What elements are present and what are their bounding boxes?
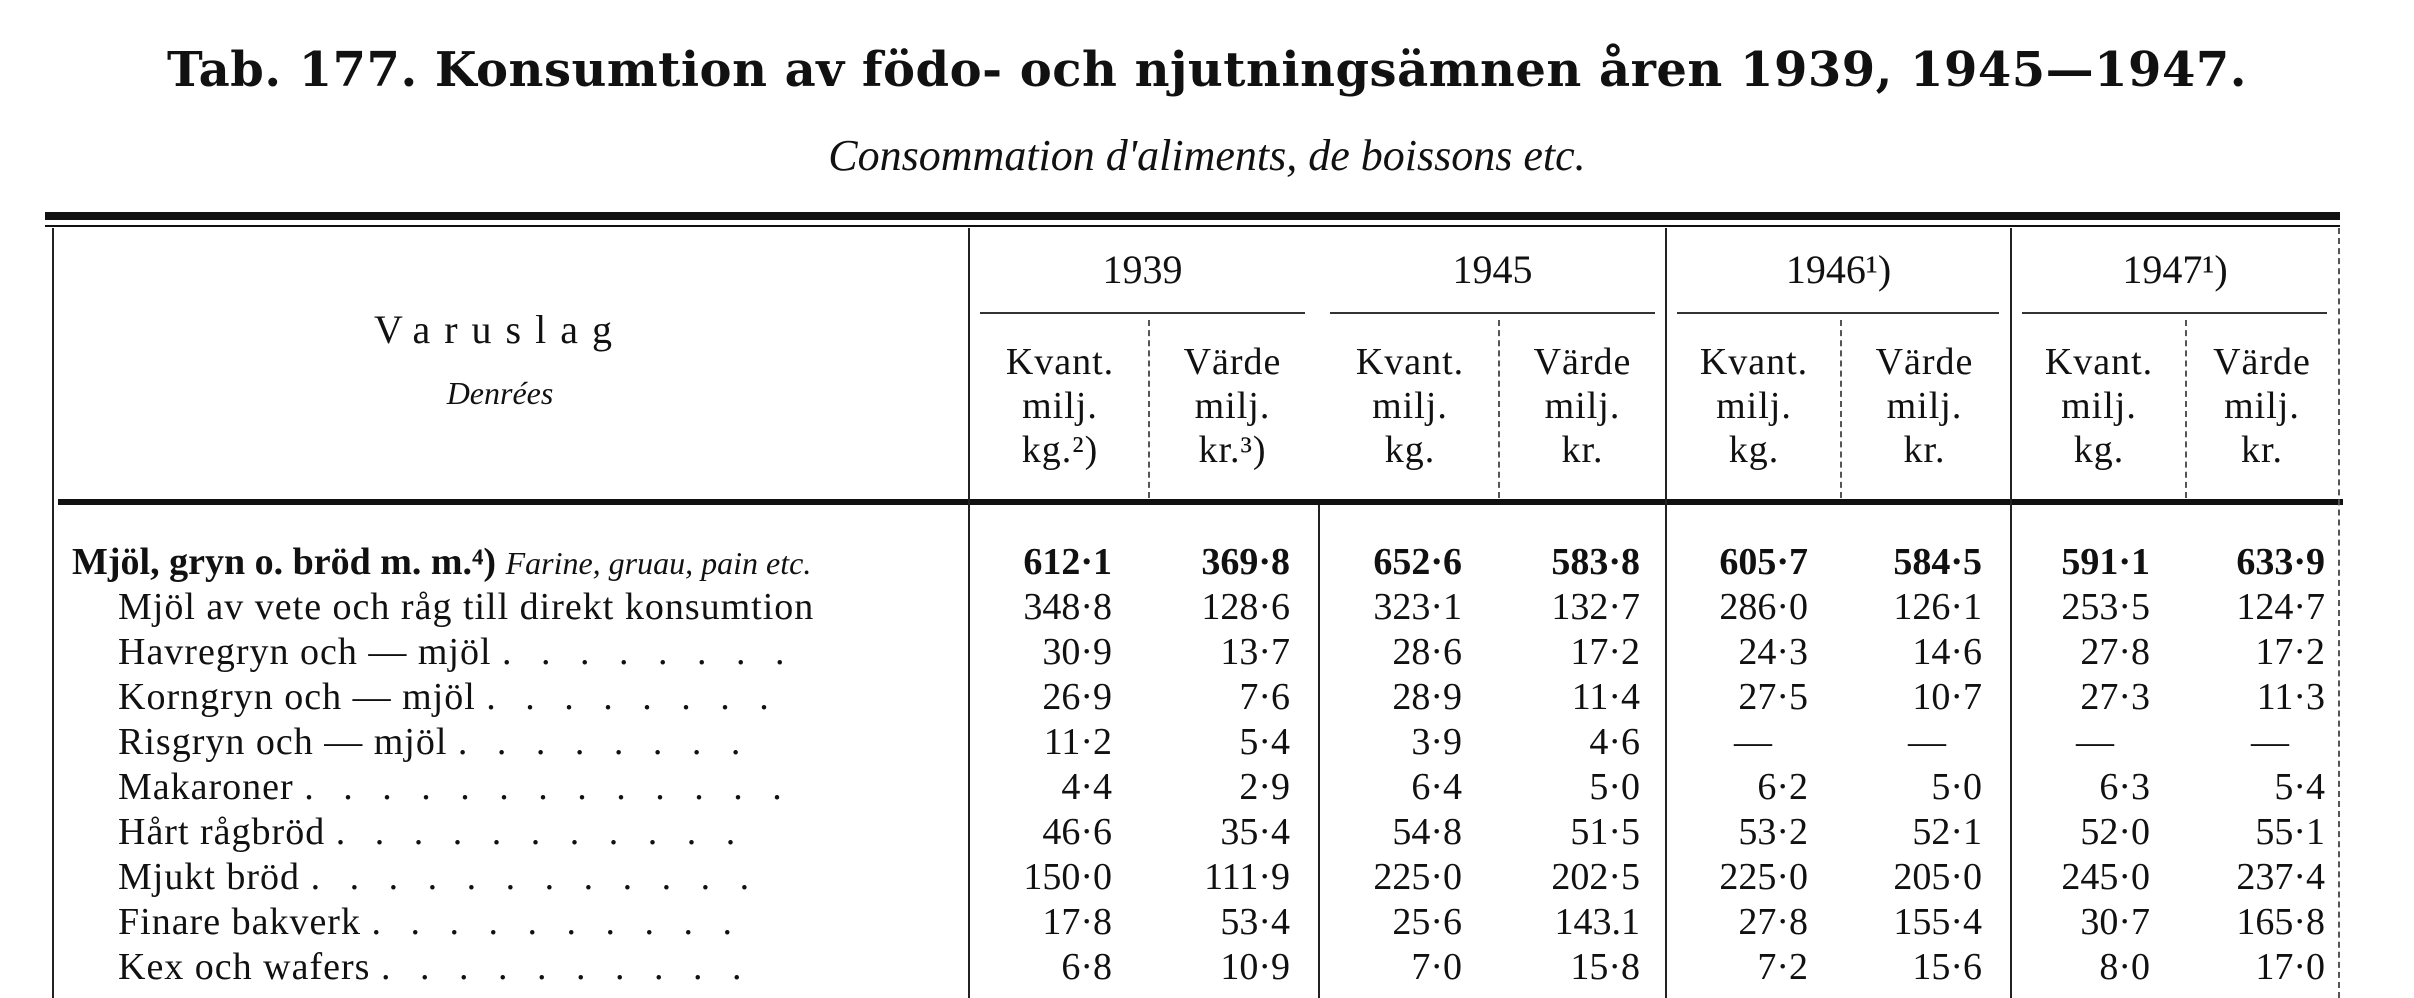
table-cell: 27·3	[2080, 676, 2150, 718]
header-rule	[58, 499, 2343, 505]
table-cell: 35·4	[1220, 811, 1290, 853]
leader-dots: . . . . . . . . . . . . .	[304, 766, 792, 808]
year-header-1947: 1947¹)	[2122, 247, 2228, 292]
table-cell: 126·1	[1893, 586, 1982, 628]
table-cell: 5·4	[1239, 721, 1290, 763]
table-cell: 155·4	[1893, 901, 1982, 943]
row-label	[118, 945, 751, 989]
table-cell: 583·8	[1551, 541, 1640, 583]
table-cell: 52·1	[1912, 811, 1982, 853]
table-cell: 25·6	[1392, 901, 1462, 943]
table-cell: 4·4	[1061, 766, 1112, 808]
table-cell: 5·0	[1589, 766, 1640, 808]
table-cell: 150·0	[1023, 856, 1112, 898]
table-cell: 17·2	[2255, 631, 2325, 673]
row-label	[118, 810, 745, 854]
row-label-text: Risgryn och — mjöl	[118, 721, 448, 763]
table-cell: 323·1	[1373, 586, 1462, 628]
table-cell: 13·7	[1220, 631, 1290, 673]
table-cell: 143.1	[1554, 901, 1640, 943]
leader-dots: . . . . . . . . . . . .	[310, 856, 760, 898]
table-cell: 7·2	[1757, 946, 1808, 988]
table-cell: 202·5	[1551, 856, 1640, 898]
table-cell: 11·4	[1571, 676, 1640, 718]
row-label-text: Korngryn och — mjöl	[118, 676, 476, 718]
table-cell: 15·8	[1570, 946, 1640, 988]
table-cell: 3·9	[1411, 721, 1462, 763]
table-cell: 591·1	[2061, 541, 2150, 583]
table-cell: 28·9	[1392, 676, 1462, 718]
table-cell: 5·4	[2274, 766, 2325, 808]
column-header-denrees: Denrées	[446, 375, 554, 411]
table-cell: 7·0	[1411, 946, 1462, 988]
leader-dots: . . . . . . . . . .	[380, 946, 752, 988]
year-header-1939: 1939	[1102, 247, 1183, 292]
table-cell: 26·9	[1042, 676, 1112, 718]
leader-dots: . . . . . . . .	[486, 676, 779, 718]
row-label	[118, 900, 742, 944]
row-label-main: Mjöl, gryn o. bröd m. m.⁴)	[72, 541, 497, 583]
table-cell: 53·4	[1220, 901, 1290, 943]
table-cell: 27·5	[1738, 676, 1808, 718]
year-underline	[2022, 312, 2327, 314]
table-title: Tab. 177. Konsumtion av födo- och njutningsämnen åren 1939, 1945—1947.	[167, 42, 2247, 98]
row-label	[118, 855, 759, 899]
year-underline	[1330, 312, 1655, 314]
table-cell: 30·9	[1042, 631, 1112, 673]
row-label	[72, 540, 811, 585]
row-label	[118, 585, 814, 629]
table-cell: 14·6	[1912, 631, 1982, 673]
row-label-text: Kex och wafers	[118, 946, 371, 988]
col-head-varde-1946: Värde milj. kr.	[1875, 341, 1974, 471]
col-head-kvant-1945: Kvant. milj. kg.	[1355, 341, 1465, 471]
table-cell: 6·8	[1061, 946, 1112, 988]
col-head-kvant-1947: Kvant. milj. kg.	[2044, 341, 2154, 471]
leader-dots: . . . . . . . .	[502, 631, 795, 673]
table-cell: 54·8	[1392, 811, 1462, 853]
table-cell: 225·0	[1373, 856, 1462, 898]
table-cell: 51·5	[1570, 811, 1640, 853]
col-head-kvant-1939: Kvant. milj. kg.²)	[1005, 341, 1115, 471]
col-head-varde-1947: Värde milj. kr.	[2213, 341, 2311, 471]
table-cell: 5·0	[1931, 766, 1982, 808]
table-cell: 652·6	[1373, 541, 1462, 583]
table-cell: 15·6	[1912, 946, 1982, 988]
col-head-kvant-1946: Kvant. milj. kg.	[1699, 341, 1809, 471]
table-cell: 128·6	[1201, 586, 1290, 628]
table-cell: 165·8	[2236, 901, 2325, 943]
column-header-varuslag: Varuslag	[374, 307, 626, 352]
left-border	[52, 228, 54, 998]
table-cell: 8·0	[2099, 946, 2150, 988]
leader-dots: . . . . . . . . . .	[371, 901, 742, 943]
right-border	[2338, 228, 2340, 998]
table-cell: 369·8	[1201, 541, 1290, 583]
table-cell: 6·4	[1411, 766, 1462, 808]
table-cell: 7·6	[1239, 676, 1290, 718]
table-cell: 10·9	[1220, 946, 1290, 988]
table-cell: 237·4	[2236, 856, 2325, 898]
row-label-text: Havregryn och — mjöl	[118, 631, 492, 673]
table-cell: 205·0	[1893, 856, 1982, 898]
table-cell: 6·3	[2099, 766, 2150, 808]
table-cell: 53·2	[1738, 811, 1808, 853]
row-label-text: Makaroner	[118, 766, 294, 808]
row-label	[118, 720, 750, 764]
row-label-text: Mjukt bröd	[118, 856, 301, 898]
table-cell: 124·7	[2236, 586, 2325, 628]
table-cell: 253·5	[2061, 586, 2150, 628]
table-cell: 17·2	[1570, 631, 1640, 673]
table-cell: 11·2	[1043, 721, 1112, 763]
table-cell: 225·0	[1719, 856, 1808, 898]
table-cell: 17·0	[2255, 946, 2325, 988]
col-head-varde-1945: Värde milj. kr.	[1533, 341, 1632, 471]
leader-dots: . . . . . . . .	[457, 721, 751, 763]
table-cell: 6·2	[1757, 766, 1808, 808]
table-cell: 17·8	[1042, 901, 1112, 943]
year-header-1945: 1945	[1452, 247, 1533, 292]
row-label-text: Hårt rågbröd	[118, 811, 326, 853]
leader-dots: . . . . . . . . . . .	[335, 811, 746, 853]
table-cell: 132·7	[1551, 586, 1640, 628]
table-cell: 10·7	[1912, 676, 1982, 718]
col-head-varde-1939: Värde milj. kr.³)	[1183, 341, 1282, 471]
row-label	[118, 630, 795, 674]
year-header-1946: 1946¹)	[1785, 247, 1892, 292]
table-cell: 612·1	[1023, 541, 1112, 583]
table-cell: 46·6	[1042, 811, 1112, 853]
row-label-text: Finare bakverk	[118, 901, 361, 943]
table-cell: 245·0	[2061, 856, 2150, 898]
year-underline	[980, 312, 1305, 314]
row-label	[118, 765, 792, 809]
table-cell: —	[1908, 721, 1946, 763]
table-cell: 348·8	[1023, 586, 1112, 628]
table-cell: —	[2251, 721, 2289, 763]
table-cell: 633·9	[2236, 541, 2325, 583]
year-underline	[1677, 312, 1999, 314]
table-cell: 4·6	[1589, 721, 1640, 763]
table-cell: 55·1	[2255, 811, 2325, 853]
table-cell: 27·8	[1738, 901, 1808, 943]
table-cell: —	[1734, 721, 1772, 763]
table-cell: 30·7	[2080, 901, 2150, 943]
table-cell: 2·9	[1239, 766, 1290, 808]
row-label-french: Farine, gruau, pain etc.	[505, 545, 812, 581]
table-cell: 28·6	[1392, 631, 1462, 673]
table-cell: 111·9	[1204, 856, 1290, 898]
top-rule-thin	[45, 225, 2340, 227]
table-cell: —	[2076, 721, 2114, 763]
table-cell: 24·3	[1738, 631, 1808, 673]
table-cell: 27·8	[2080, 631, 2150, 673]
top-rule	[45, 212, 2340, 220]
table-cell: 11·3	[2256, 676, 2325, 718]
table-cell: 286·0	[1719, 586, 1808, 628]
row-label	[118, 675, 779, 719]
row-label-text: Mjöl av vete och råg till direkt konsumtion	[118, 586, 815, 628]
table-subtitle: Consommation d'aliments, de boissons etc.	[828, 131, 1586, 180]
table-cell: 605·7	[1719, 541, 1808, 583]
table-cell: 584·5	[1893, 541, 1982, 583]
table-cell: 52·0	[2080, 811, 2150, 853]
